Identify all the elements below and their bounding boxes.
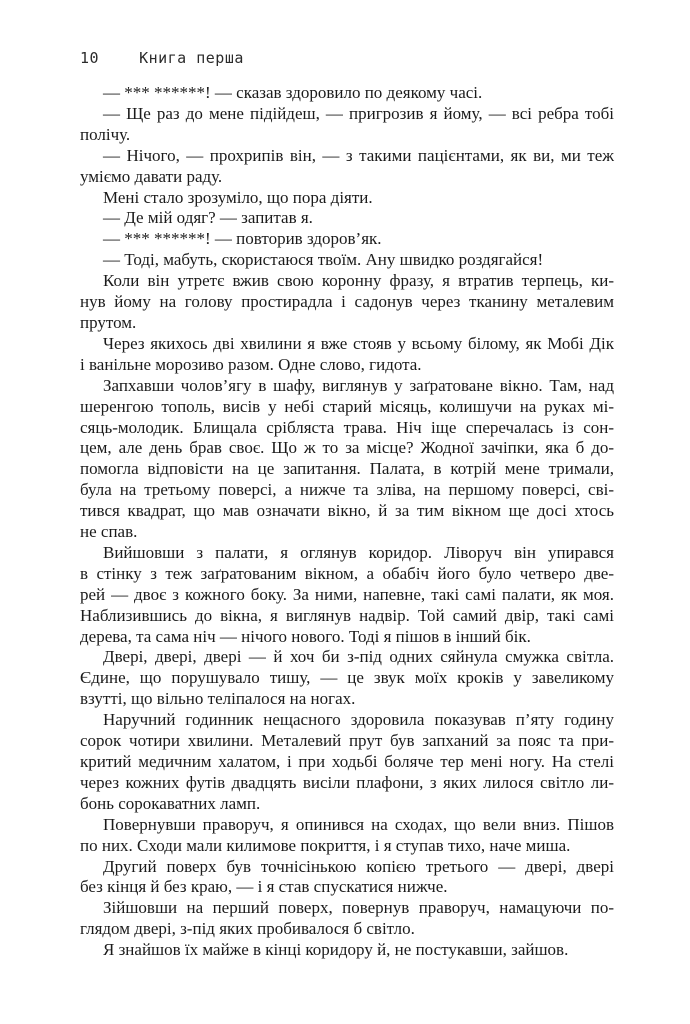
paragraph (80, 271, 614, 334)
paragraph (80, 250, 614, 271)
text-line: не спав. (80, 522, 138, 542)
text-line: — Ще раз до мене підійдеш, — пригрозив я йому, — всі ребра тобі (103, 103, 614, 123)
paragraph (80, 188, 614, 209)
text-line: сорок чотири хвилини. Металевий прут був запханий за пояс та при- (80, 731, 614, 751)
text-line: Повернувши праворуч, я опинився на сходах, що вели вниз. Пішов (103, 814, 614, 834)
text-line: нув йому на голову простирадла і садонув через тканину металевим (80, 292, 614, 312)
paragraph (80, 543, 614, 648)
text-line: шеренгою тополь, висів у небі старий місяць, колишучи на руках мі- (80, 396, 614, 416)
text-line: і ванільне морозиво разом. Одне слово, гидота. (80, 354, 422, 374)
paragraph (80, 334, 614, 376)
text-line: полічу. (80, 124, 131, 144)
text-content (80, 83, 614, 961)
text-line: глядом двері, з-під яких пробивалося б світло. (80, 919, 415, 939)
paragraph (80, 815, 614, 857)
text-line: критий медичним халатом, і при ходьбі боляче тер мені ногу. На стелі (80, 752, 614, 771)
paragraph (80, 857, 614, 899)
text-line: — Тоді, мабуть, скористаюся твоїм. Ану швидко роздягайся! (103, 250, 544, 270)
text-line: бонь сорокаватних ламп. (80, 793, 261, 813)
text-line: була на третьому поверсі, а нижче та зліва, на першому поверсі, сві- (80, 480, 614, 500)
text-line: через кожних футів двадцять висіли плафони, з яких лилося світло ли- (80, 772, 614, 792)
text-line: помогла відповісти на це запитання. Палата, в котрій мене тримали, (80, 459, 614, 479)
text-line: по них. Сходи мали килимове покриття, і я ступав тихо, наче миша. (80, 835, 571, 855)
page-number: 10 (80, 49, 100, 67)
text-line: — Де мій одяг? — запитав я. (103, 208, 313, 228)
paragraph (80, 208, 614, 229)
paragraph (80, 376, 614, 543)
page-header (80, 50, 614, 66)
text-line: Через якихось дві хвилини я вже стояв у всьому білому, як Мобі Дік (103, 333, 614, 353)
running-title: Книга перша (139, 49, 244, 67)
paragraph (80, 647, 614, 710)
text-line: Двері, двері, двері — й хоч би з-під одних сяйнула смужка світла. (103, 647, 614, 667)
paragraph (80, 898, 614, 940)
text-line: Коли він утретє вжив свою коронну фразу, я втратив терпець, ки- (103, 271, 614, 291)
text-line: Запхавши чолов’ягу в шафу, виглянув у заґратоване вікно. Там, над (103, 375, 614, 395)
paragraph (80, 940, 614, 961)
text-line: в стінку з теж заґратованим вікном, а обабіч його було четверо две- (80, 563, 614, 583)
paragraph (80, 83, 614, 104)
text-line: уміємо давати раду. (80, 166, 223, 186)
text-line: Вийшовши з палати, я оглянув коридор. Ліворуч він упирався (103, 542, 614, 562)
text-line: рей — двоє з кожного боку. За ними, напевне, такі самі палати, як моя. (80, 584, 614, 604)
text-line: дерева, та сама ніч — нічого нового. Тоді я пішов в інший бік. (80, 626, 531, 646)
text-line: — Нічого, — прохрипів він, — з такими пацієнтами, як ви, ми теж (103, 145, 614, 165)
paragraph (80, 229, 614, 250)
text-line: — *** ******! — повторив здоров’як. (103, 229, 382, 249)
text-line: — *** ******! — сказав здоровило по деякому часі. (103, 83, 483, 102)
text-line: сяць-молодик. Блищала срібляста трава. Ніч іще сперечалась із сон- (80, 417, 614, 437)
paragraph (80, 104, 614, 146)
text-line: Я знайшов їх майже в кінці коридору й, не постукавши, зайшов. (103, 940, 569, 960)
text-line: цем, але день брав своє. Що ж то за місце? Жодної зачіпки, яка б до- (80, 438, 614, 458)
text-line: Зійшовши на перший поверх, повернув праворуч, намацуючи по- (103, 898, 614, 918)
text-line: взутті, що вільно теліпалося на ногах. (80, 689, 356, 709)
text-line: Другий поверх був точнісінькою копією третього — двері, двері (103, 856, 614, 876)
text-line: тився квадрат, що мав означати вікно, й за тим вікном ще досі хтось (80, 501, 614, 521)
paragraph (80, 710, 614, 815)
text-line: прутом. (80, 312, 137, 332)
text-line: Мені стало зрозуміло, що пора діяти. (103, 187, 373, 207)
paragraph (80, 146, 614, 188)
text-line: Наручний годинник нещасного здоровила показував п’яту годину (103, 710, 614, 730)
text-line: Єдине, що порушувало тишу, — це звук моїх кроків у завеликому (80, 668, 614, 688)
text-line: Наблизившись до вікна, я виглянув надвір. Той самий двір, такі самі (80, 605, 614, 625)
text-line: без кінця й без краю, — і я став спускатися нижче. (80, 877, 448, 897)
